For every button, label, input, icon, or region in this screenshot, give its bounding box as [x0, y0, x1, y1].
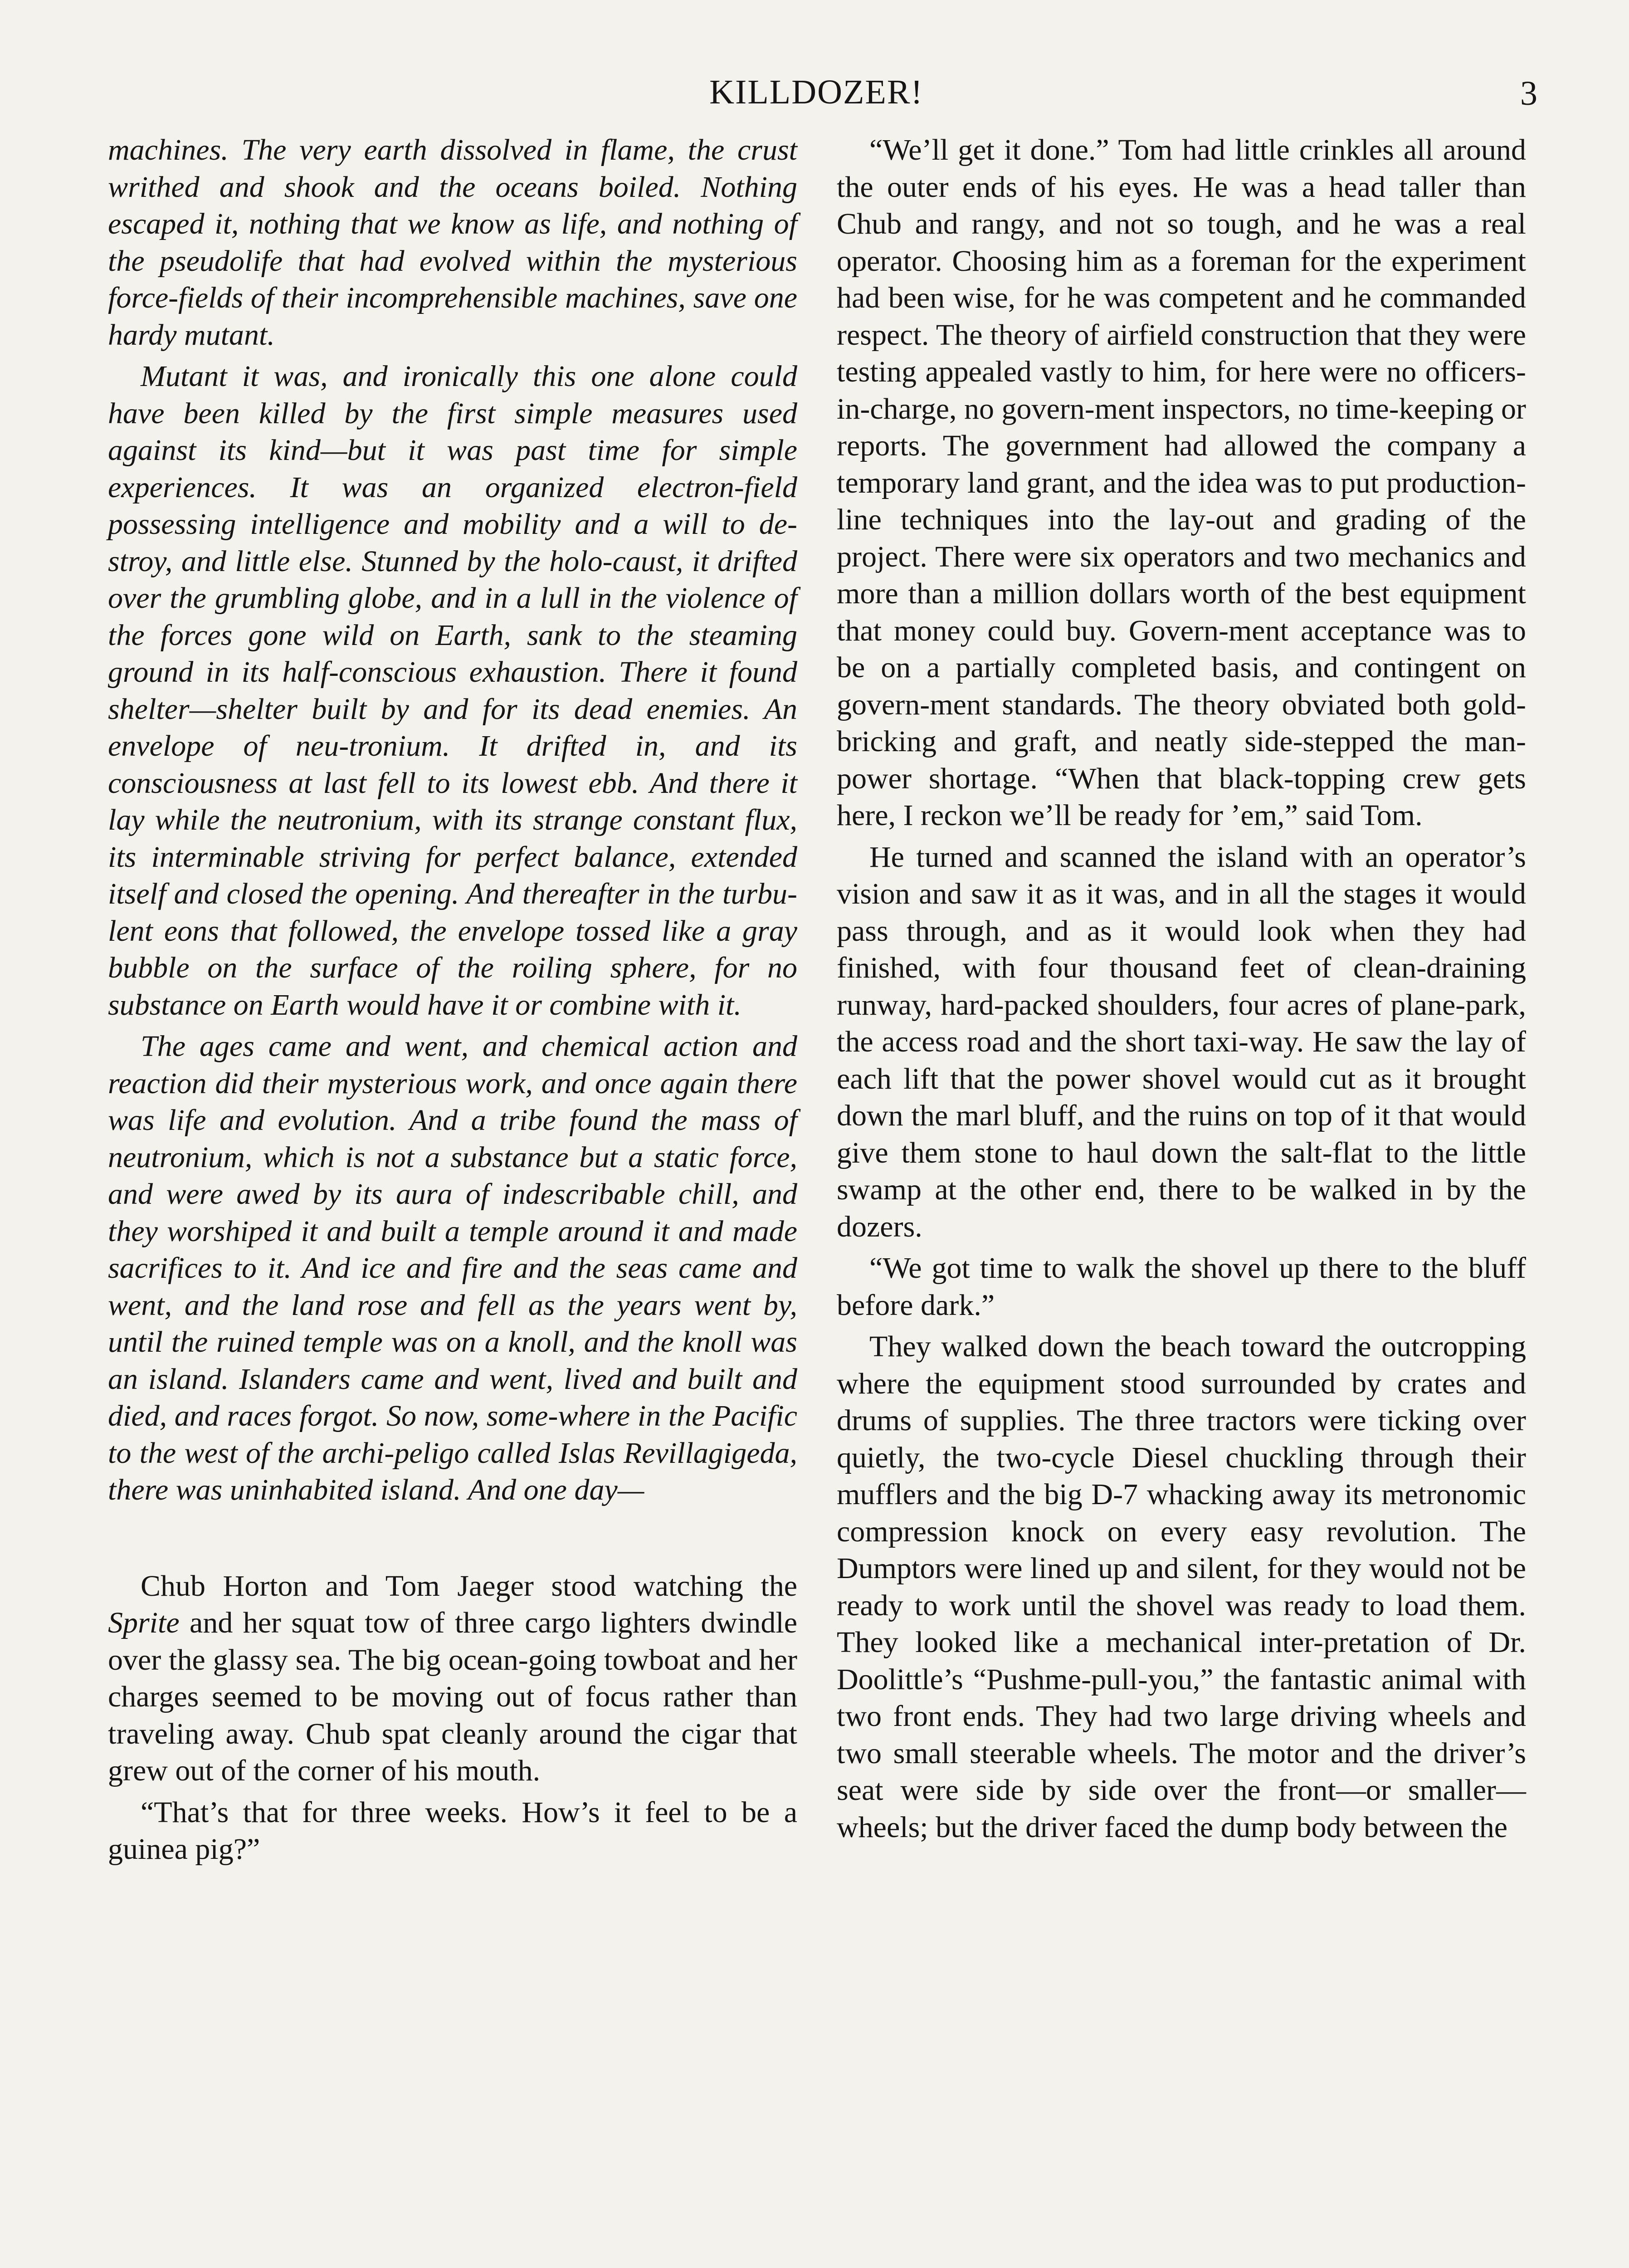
story-paragraph: [108, 1568, 797, 1789]
story-paragraph: He turned and scanned the island with an operator’s vision and saw it as it was, and in all the stages it would pass through, and as it would look when they had finished, with four thousand feet of clean-draining runway, hard-packed shoulders, four acres of plane-park, the access road and the short taxi-way. He saw the lay of each lift that the power shovel would cut as it brought down the marl bluff, and the ruins on top of it that would give them stone to haul down the salt-flat to the little swamp at the other end, there to be walked in by the dozers.: [837, 840, 1526, 1243]
running-title: KILLDOZER!: [709, 73, 923, 111]
right-column: [837, 132, 1526, 1850]
story-opening-text: [108, 1568, 797, 1868]
ship-name: Sprite: [108, 1606, 180, 1639]
prologue-italic-text: [108, 132, 797, 1509]
story-text-segment: and her squat tow of three cargo lighters dwindle over the glassy sea. The big ocean-going towboat and her charges seemed to be moving out of focus rather than traveling away. Chub spat cleanly around the cigar that grew out of the corner of his mouth.: [108, 1606, 797, 1787]
story-text-segment: Chub Horton and Tom Jaeger stood watching the: [141, 1569, 797, 1603]
page-number: 3: [1520, 74, 1537, 112]
story-paragraph: “We’ll get it done.” Tom had little crinkles all around the outer ends of his eyes. He was a head taller than Chub and rangy, and not so tough, and he was a real operator. Choosing him as a foreman for the experiment had been wise, for he was competent and he commanded respect. The theory of airfield construction that they were testing appealed vastly to him, for here were no officers-in-charge, no govern-ment inspectors, no time-keeping or reports. The government had allowed the company a temporary land grant, and the idea was to put production-line techniques into the lay-out and grading of the project. There were six operators and two mechanics and more than a million dollars worth of the best equipment that money could buy. Govern-ment acceptance was to be on a partially completed basis, and contingent on govern-ment standards. The theory obviated both gold-bricking and graft, and neatly side-stepped the man-power shortage. “When that black-topping crew gets here, I reckon we’ll be ready for ’em,” said Tom.: [837, 133, 1526, 832]
story-paragraph: “That’s that for three weeks. How’s it feel to be a guinea pig?”: [108, 1795, 797, 1866]
prologue-paragraph: machines. The very earth dissolved in flame, the crust writhed and shook and the oceans boiled. Nothing escaped it, nothing that we know as life, and nothing of the pseudolife that had evolved within the mysterious force-fields of their incomprehensible machines, save one hardy mutant.: [108, 133, 797, 352]
story-paragraph: They walked down the beach toward the outcropping where the equipment stood surrounded by crates and drums of supplies. The three tractors were ticking over quietly, the two-cycle Diesel chuckling through their mufflers and the big D-7 whacking away its metronomic compression knock on every easy revolution. The Dumptors were lined up and silent, for they would not be ready to work until the shovel was ready to load them. They looked like a mechanical inter-pretation of Dr. Doolittle’s “Pushme-pull-you,” the fantastic animal with two front ends. They had two large driving wheels and two small steerable wheels. The motor and the driver’s seat were side by side over the front—or smaller—wheels; but the driver faced the dump body between the: [837, 1330, 1526, 1844]
prologue-paragraph: Mutant it was, and ironically this one alone could have been killed by the first simple measures used against its kind—but it was past time for simple experiences. It was an organized electron-field possessing intelligence and mobility and a will to de-stroy, and little else. Stunned by the holo-caust, it drifted over the grumbling globe, and in a lull in the violence of the forces gone wild on Earth, sank to the steaming ground in its half-conscious exhaustion. There it found shelter—shelter built by and for its dead enemies. An envelope of neu-tronium. It drifted in, and its consciousness at last fell to its lowest ebb. And there it lay while the neutronium, with its strange constant flux, its interminable striving for perfect balance, extended itself and closed the opening. And thereafter in the turbu-lent eons that followed, the envelope tossed like a gray bubble on the surface of the roiling sphere, for no substance on Earth would have it or combine with it.: [108, 360, 797, 1022]
prologue-paragraph: The ages came and went, and chemical action and reaction did their mysterious work, and once again there was life and evolution. And a tribe found the mass of neutronium, which is not a substance but a static force, and were awed by its aura of indescribable chill, and they worshiped it and built a temple around it and made sacrifices to it. And ice and fire and the seas came and went, and the land rose and fell as the years went by, until the ruined temple was on a knoll, and the knoll was an island. Islanders came and went, lived and built and died, and races forgot. So now, some-where in the Pacific to the west of the archi-peligo called Islas Revillagigeda, there was uninhabited island. And one day—: [108, 1030, 797, 1506]
section-gap: [108, 1513, 797, 1568]
left-column: [108, 132, 797, 1872]
story-paragraph: “We got time to walk the shovel up there to the bluff before dark.”: [837, 1251, 1526, 1322]
